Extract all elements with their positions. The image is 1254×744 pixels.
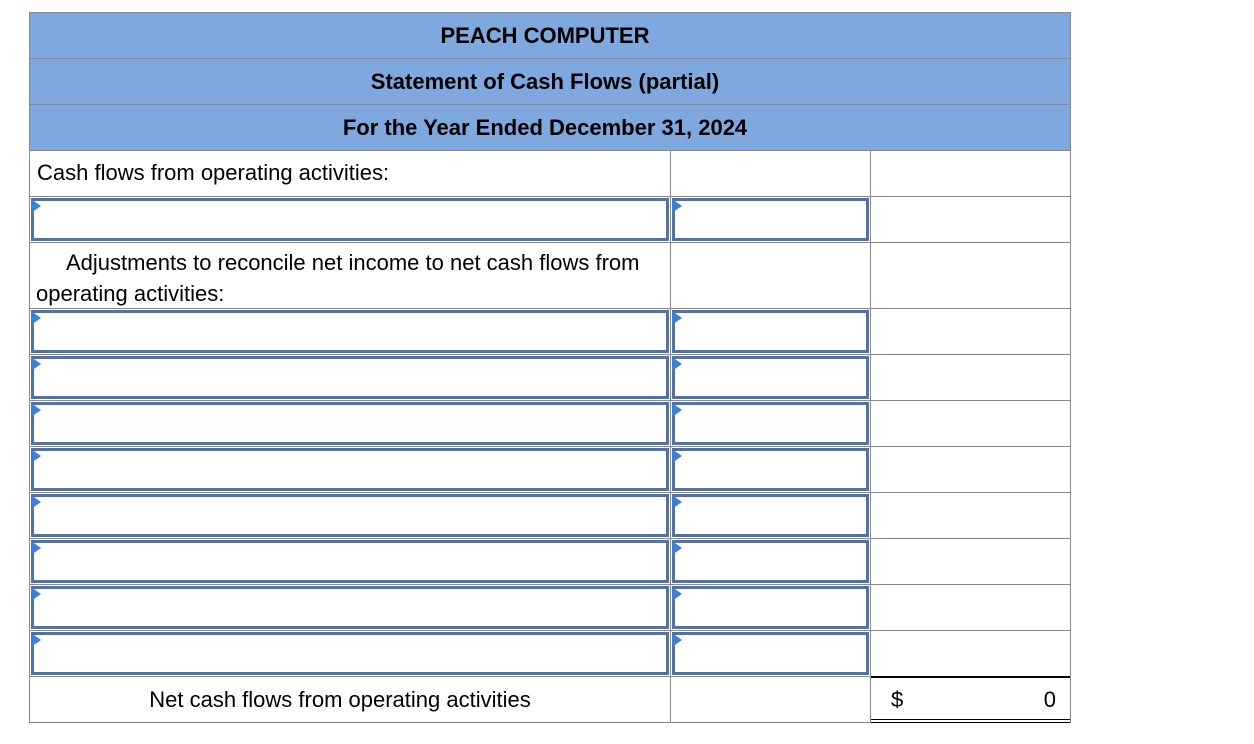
adjustment-label-input[interactable] — [31, 356, 669, 399]
total-double-underline — [871, 719, 1070, 723]
dropdown-marker-icon — [672, 311, 682, 325]
adjustment-label-input[interactable] — [31, 494, 669, 537]
dropdown-marker-icon — [31, 495, 41, 509]
statement-title: Statement of Cash Flows (partial) — [29, 58, 1071, 104]
total-top-rule — [871, 676, 1070, 678]
adjustment-amount-input[interactable] — [672, 310, 869, 353]
adjustment-amount-input[interactable] — [672, 402, 869, 445]
adjustment-label-input[interactable] — [31, 632, 669, 675]
net-income-label-cell — [30, 197, 671, 242]
adjustment-row — [29, 308, 1071, 354]
net-cash-flow-label: Net cash flows from operating activities — [30, 677, 671, 722]
dropdown-marker-icon — [31, 199, 41, 213]
dropdown-marker-icon — [672, 495, 682, 509]
empty-cell — [871, 539, 1071, 584]
currency-symbol: $ — [891, 687, 904, 712]
adjustment-label-input[interactable] — [31, 448, 669, 491]
adjustment-amount-input[interactable] — [672, 586, 869, 629]
dropdown-marker-icon — [672, 449, 682, 463]
empty-cell — [871, 631, 1071, 676]
adjustment-amount-input[interactable] — [672, 632, 869, 675]
net-income-amount-input[interactable] — [672, 198, 869, 241]
adjustment-amount-input[interactable] — [672, 540, 869, 583]
net-cash-flow-row — [29, 676, 1071, 723]
empty-cell — [871, 355, 1071, 400]
net-cash-flow-total-cell — [871, 677, 1071, 722]
adjustment-amount-input[interactable] — [672, 356, 869, 399]
dropdown-marker-icon — [31, 357, 41, 371]
dropdown-marker-icon — [31, 403, 41, 417]
empty-cell — [871, 401, 1071, 446]
dropdown-marker-icon — [672, 403, 682, 417]
adjustments-heading-label — [30, 243, 671, 308]
cash-flow-worksheet — [29, 12, 1071, 723]
adjustment-row — [29, 446, 1071, 492]
adjustment-row — [29, 630, 1071, 676]
adjustment-row — [29, 584, 1071, 630]
adjustment-label-input[interactable] — [31, 310, 669, 353]
adjustment-rows — [29, 308, 1071, 676]
net-income-row — [29, 196, 1071, 242]
company-name: PEACH COMPUTER — [29, 12, 1071, 58]
dropdown-marker-icon — [31, 541, 41, 555]
empty-cell — [871, 309, 1071, 354]
adjustment-label-input[interactable] — [31, 402, 669, 445]
adjustment-row — [29, 492, 1071, 538]
adjustments-heading-text: Adjustments to reconcile net income to net cash flows from operating activities: — [36, 250, 640, 306]
adjustments-heading-row — [29, 242, 1071, 308]
dropdown-marker-icon — [672, 587, 682, 601]
operating-heading-row — [29, 150, 1071, 196]
dropdown-marker-icon — [672, 199, 682, 213]
empty-cell — [871, 243, 1071, 308]
net-cash-flow-value: 0 — [1043, 687, 1056, 712]
dropdown-marker-icon — [672, 357, 682, 371]
empty-cell — [871, 493, 1071, 538]
empty-cell — [671, 243, 871, 308]
adjustment-amount-input[interactable] — [672, 494, 869, 537]
adjustment-row — [29, 354, 1071, 400]
operating-heading-label: Cash flows from operating activities: — [30, 151, 671, 196]
adjustment-amount-input[interactable] — [672, 448, 869, 491]
empty-cell — [871, 585, 1071, 630]
adjustment-label-input[interactable] — [31, 540, 669, 583]
dropdown-marker-icon — [672, 633, 682, 647]
adjustment-row — [29, 400, 1071, 446]
empty-cell — [671, 151, 871, 196]
empty-cell — [871, 197, 1071, 242]
dropdown-marker-icon — [31, 633, 41, 647]
adjustment-label-input[interactable] — [31, 586, 669, 629]
empty-cell — [871, 447, 1071, 492]
empty-cell — [871, 151, 1071, 196]
dropdown-marker-icon — [672, 541, 682, 555]
empty-cell — [671, 677, 871, 722]
dropdown-marker-icon — [31, 311, 41, 325]
dropdown-marker-icon — [31, 449, 41, 463]
statement-period: For the Year Ended December 31, 2024 — [29, 104, 1071, 150]
net-income-amount-cell — [671, 197, 871, 242]
dropdown-marker-icon — [31, 587, 41, 601]
adjustment-row — [29, 538, 1071, 584]
net-income-label-input[interactable] — [31, 198, 669, 241]
